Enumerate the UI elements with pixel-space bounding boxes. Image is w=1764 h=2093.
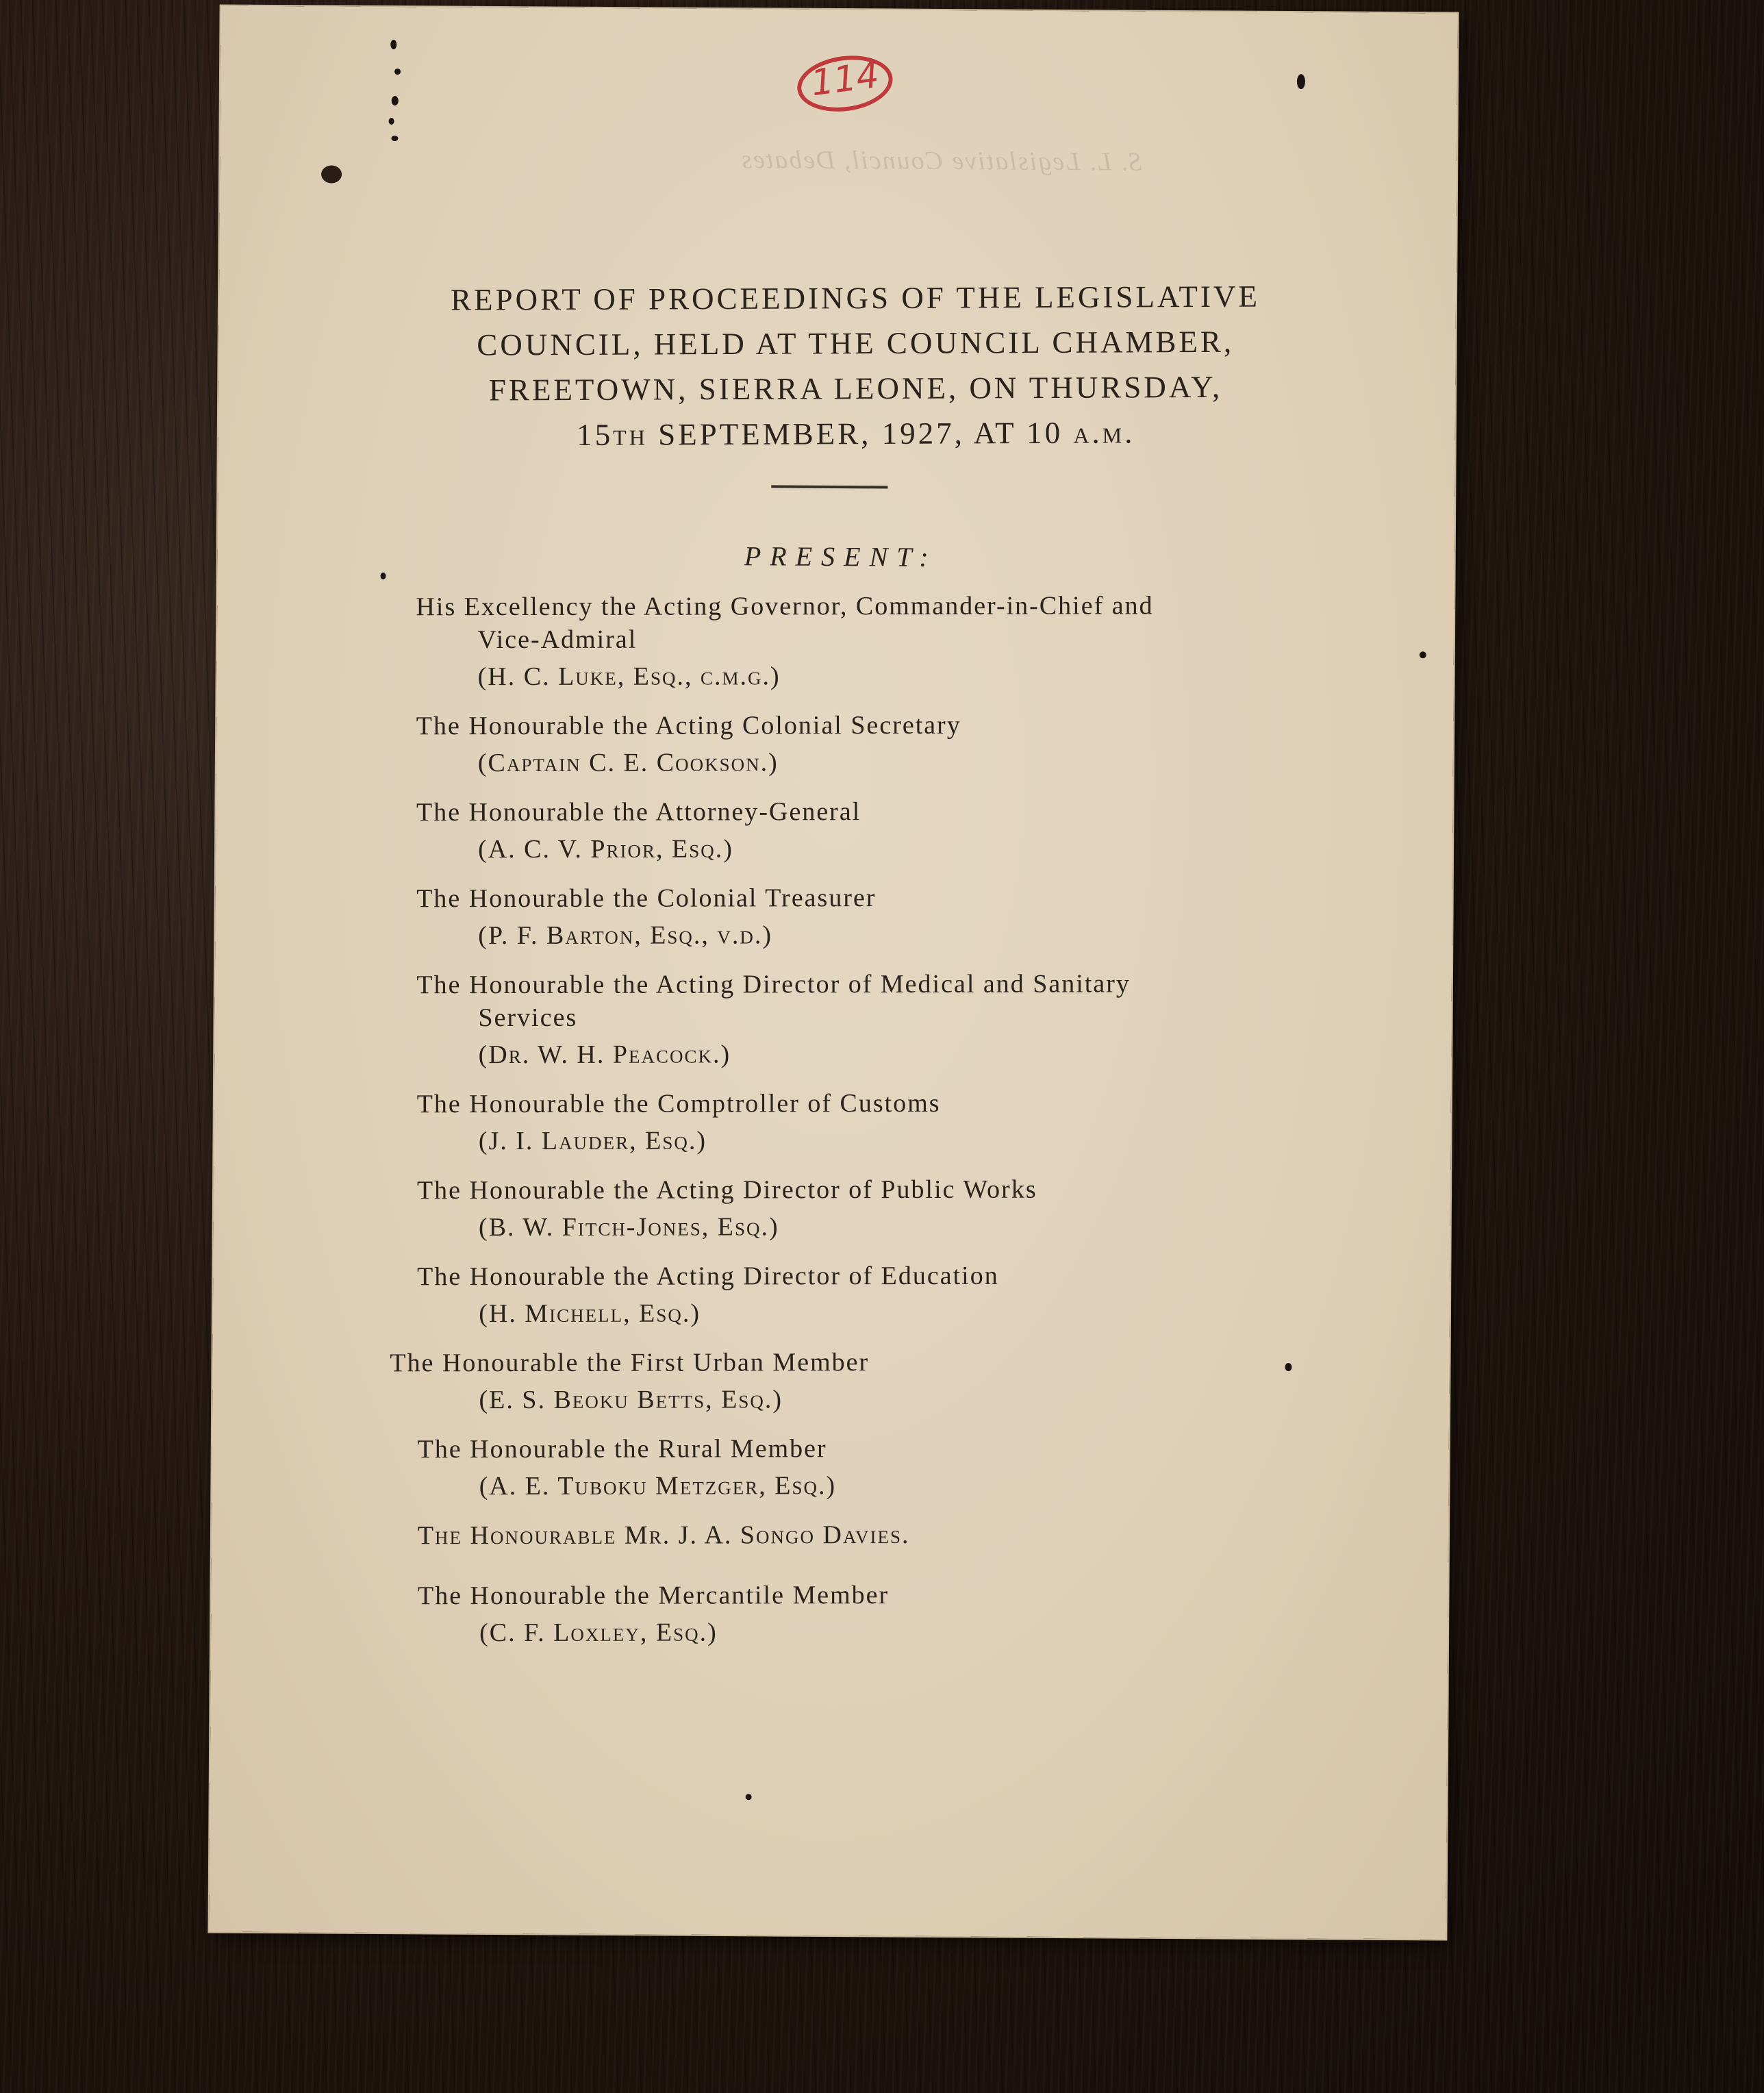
- member-office: [416, 589, 1347, 656]
- folio-stamp: [797, 49, 900, 121]
- member-holder: (A. C. V. Prior, Esq.): [478, 834, 733, 864]
- member-holder: (B. W. Fitch-Jones, Esq.): [478, 1212, 779, 1242]
- title-line: REPORT OF PROCEEDINGS OF THE LEGISLATIVE: [450, 279, 1261, 317]
- ink-speck: [392, 96, 399, 105]
- member-office: [416, 794, 1348, 829]
- office-text: The Honourable the Acting Colonial Secretary: [416, 710, 961, 741]
- office-text: The Honourable the Mercantile Member: [417, 1581, 890, 1611]
- office-text: The Honourable the Rural Member: [417, 1434, 827, 1464]
- member-office: [417, 1173, 1348, 1207]
- office-text: The Honourable the Colonial Treasurer: [416, 883, 877, 914]
- member-office: [417, 1259, 1348, 1293]
- title-line: FREETOWN, SIERRA LEONE, ON THURSDAY,: [488, 369, 1223, 408]
- member-holder: (C. F. Loxley, Esq.): [479, 1618, 718, 1648]
- member-holder: (Dr. W. H. Peacock.): [478, 1040, 731, 1070]
- ink-speck: [391, 136, 398, 141]
- ink-speck: [389, 118, 394, 125]
- member-entry: [418, 1431, 1349, 1504]
- office-text: The Honourable the Comptroller of Customs: [416, 1088, 941, 1119]
- punch-hole: [321, 165, 342, 183]
- office-text: The Honourable the Acting Director of Education: [417, 1261, 999, 1292]
- office-text: The Honourable the Acting Director of Medical and Sanitary: [416, 969, 1131, 1000]
- member-holder: (P. F. Barton, Esq., v.d.): [478, 920, 773, 951]
- member-office: [418, 1518, 1349, 1552]
- member-entry: [416, 794, 1348, 867]
- member-holder: (H. C. Luke, Esq., c.m.g.): [477, 662, 781, 692]
- member-office: [417, 1086, 1348, 1120]
- office-text: The Honourable the First Urban Member: [390, 1348, 870, 1378]
- member-office: [390, 1345, 1348, 1379]
- member-office: [416, 967, 1348, 1034]
- member-office: [416, 708, 1348, 742]
- office-text: The Honourable the Attorney-General: [416, 797, 861, 827]
- title-line: COUNCIL, HELD AT THE COUNCIL CHAMBER,: [477, 324, 1235, 362]
- report-title: [376, 273, 1335, 458]
- member-holder: (H. Michell, Esq.): [479, 1299, 701, 1329]
- ink-speck: [380, 573, 386, 579]
- document-page: [209, 6, 1457, 1940]
- member-entry: [418, 1578, 1349, 1651]
- office-text: The Honourable the Acting Director of Public Works: [416, 1175, 1037, 1205]
- member-holder: (E. S. Beoku Betts, Esq.): [479, 1385, 783, 1415]
- member-entry: [417, 1173, 1348, 1245]
- divider-rule: [771, 485, 887, 488]
- ink-speck: [390, 40, 396, 49]
- office-text: The Honourable Mr. J. A. Songo Davies.: [417, 1520, 910, 1551]
- member-entry: [416, 881, 1348, 953]
- member-office: [416, 881, 1348, 915]
- member-entry: [416, 967, 1348, 1073]
- member-entry: [390, 1345, 1348, 1418]
- member-entry: [416, 589, 1347, 694]
- bleed-through-text: S. L. Legislative Council, Debates: [740, 145, 1142, 177]
- member-holder: (A. E. Tuboku Metzger, Esq.): [479, 1471, 837, 1501]
- member-holder: (J. I. Lauder, Esq.): [478, 1126, 707, 1156]
- member-holder: (Captain C. E. Cookson.): [477, 748, 779, 778]
- office-continuation: Services: [478, 1003, 578, 1033]
- member-entry: [417, 1259, 1348, 1331]
- ink-speck: [746, 1794, 752, 1800]
- title-line: 15th SEPTEMBER, 1927, AT 10 a.m.: [577, 415, 1135, 452]
- members-list: [390, 589, 1349, 1666]
- member-office: [418, 1431, 1349, 1466]
- folio-number: 114: [808, 54, 882, 105]
- ink-speck: [1297, 74, 1305, 89]
- office-text: His Excellency the Acting Governor, Commander-in-Chief and: [416, 591, 1154, 622]
- member-entry: [417, 1086, 1348, 1159]
- member-entry: [418, 1518, 1349, 1552]
- ink-speck: [394, 68, 401, 75]
- present-heading: PRESENT:: [744, 540, 937, 573]
- member-office: [418, 1578, 1349, 1612]
- ink-speck: [1420, 651, 1426, 658]
- office-continuation: Vice-Admiral: [477, 625, 638, 655]
- member-entry: [416, 708, 1348, 781]
